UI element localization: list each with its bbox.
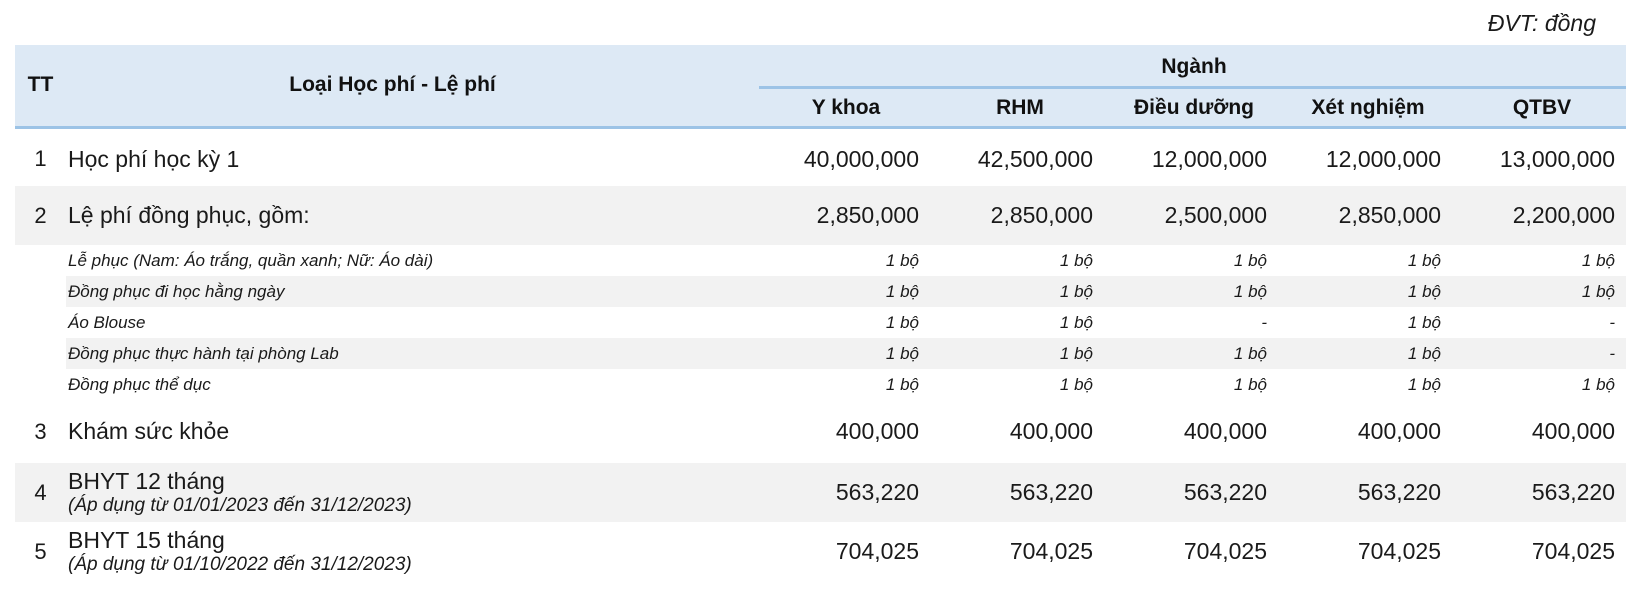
- subrow-value: 1 bộ: [885, 374, 919, 394]
- row-value: 563,220: [1281, 463, 1455, 522]
- subrow-value: 1 bộ: [933, 338, 1107, 369]
- row-value: 12,000,000: [1325, 145, 1441, 172]
- subrow-value: -: [1455, 338, 1626, 369]
- fee-table: [15, 45, 1626, 581]
- row-label: Lệ phí đồng phục, gồm:: [66, 186, 759, 245]
- row-note: (Áp dụng từ 01/01/2023 đến 31/12/2023): [68, 494, 412, 516]
- row-value: 563,220: [1455, 463, 1626, 522]
- table-row: [15, 463, 1626, 522]
- row-value: 42,500,000: [977, 145, 1093, 172]
- header-fee-type: Loại Học phí - Lệ phí: [66, 45, 759, 127]
- row-value: 704,025: [1357, 538, 1441, 564]
- row-value: 563,220: [759, 463, 933, 522]
- row-value: 400,000: [1531, 418, 1616, 444]
- subrow-value: 1 bộ: [1059, 312, 1093, 332]
- row-value: 563,220: [1107, 463, 1281, 522]
- row-value: 2,850,000: [759, 186, 933, 245]
- table-subrow: [15, 245, 1626, 276]
- row-value: 563,220: [933, 463, 1107, 522]
- table-row: [15, 127, 1626, 186]
- table-row: [15, 522, 1626, 581]
- row-value: 704,025: [835, 538, 919, 564]
- subrow-value: 1 bộ: [1233, 374, 1267, 394]
- row-value: 704,025: [1183, 538, 1267, 564]
- subrow-value: 1 bộ: [1455, 276, 1626, 307]
- row-value: 40,000,000: [803, 145, 919, 172]
- subrow-value: 1 bộ: [1581, 374, 1616, 394]
- table-subrow: [15, 307, 1626, 338]
- subrow-label: Lễ phục (Nam: Áo trắng, quần xanh; Nữ: Áo dài): [68, 250, 434, 270]
- row-number: 5: [34, 538, 47, 564]
- row-number: 1: [34, 146, 47, 172]
- row-number: 4: [15, 463, 66, 522]
- row-value: 2,500,000: [1107, 186, 1281, 245]
- row-value: 704,025: [1531, 538, 1616, 564]
- row-value: 13,000,000: [1499, 145, 1616, 172]
- header-major-rhm: RHM: [933, 87, 1107, 127]
- subrow-value: 1 bộ: [1581, 250, 1616, 270]
- subrow-value: 1 bộ: [1107, 276, 1281, 307]
- subrow-value: 1 bộ: [885, 250, 919, 270]
- row-title: BHYT 15 tháng: [68, 526, 225, 553]
- row-value: 704,025: [1009, 538, 1093, 564]
- row-note: (Áp dụng từ 01/10/2022 đến 31/12/2023): [68, 553, 412, 575]
- row-number: 2: [15, 186, 66, 245]
- subrow-value: 1 bộ: [1407, 312, 1441, 332]
- row-value: 2,850,000: [1281, 186, 1455, 245]
- subrow-label: Đồng phục thực hành tại phòng Lab: [66, 338, 759, 369]
- row-value: 400,000: [1357, 418, 1441, 444]
- subrow-value: -: [1609, 312, 1616, 332]
- row-value: 400,000: [1009, 418, 1093, 444]
- subrow-label: Áo Blouse: [68, 312, 146, 332]
- subrow-value: 1 bộ: [1233, 250, 1267, 270]
- row-value: 400,000: [1183, 418, 1267, 444]
- table-subrow: [15, 369, 1626, 400]
- subrow-value: -: [1261, 312, 1267, 332]
- row-value: 400,000: [835, 418, 919, 444]
- table-header: [15, 45, 1626, 127]
- header-major-group: Ngành: [759, 45, 1626, 87]
- subrow-label: Đồng phục đi học hằng ngày: [66, 276, 759, 307]
- header-major-y-khoa: Y khoa: [759, 87, 933, 127]
- subrow-value: 1 bộ: [885, 312, 919, 332]
- subrow-value: 1 bộ: [1281, 338, 1455, 369]
- row-value: 2,200,000: [1455, 186, 1626, 245]
- header-major-qtbv: QTBV: [1455, 87, 1626, 127]
- row-title: BHYT 12 tháng: [68, 467, 225, 494]
- header-major-xet-nghiem: Xét nghiệm: [1281, 87, 1455, 127]
- row-number: 3: [34, 418, 47, 444]
- subrow-value: 1 bộ: [1059, 374, 1093, 394]
- row-label: [66, 522, 759, 581]
- subrow-label: Đồng phục thể dục: [68, 374, 211, 394]
- table-row: [15, 186, 1626, 245]
- subrow-value: 1 bộ: [933, 276, 1107, 307]
- subrow-value: 1 bộ: [1407, 374, 1441, 394]
- header-major-dieu-duong: Điều dưỡng: [1107, 87, 1281, 127]
- unit-label: ĐVT: đồng: [1487, 10, 1596, 36]
- header-tt: TT: [15, 45, 66, 127]
- subrow-value: 1 bộ: [1107, 338, 1281, 369]
- table-subrow: [15, 338, 1626, 369]
- table-subrow: [15, 276, 1626, 307]
- row-value: 12,000,000: [1151, 145, 1267, 172]
- subrow-value: 1 bộ: [759, 338, 933, 369]
- subrow-value: 1 bộ: [1407, 250, 1441, 270]
- row-label: Khám sức khỏe: [68, 418, 230, 444]
- row-label: [66, 463, 759, 522]
- subrow-value: 1 bộ: [1281, 276, 1455, 307]
- subrow-value: 1 bộ: [759, 276, 933, 307]
- row-label: Học phí học kỳ 1: [68, 145, 240, 172]
- row-value: 2,850,000: [933, 186, 1107, 245]
- table-row: [15, 400, 1626, 463]
- subrow-value: 1 bộ: [1059, 250, 1093, 270]
